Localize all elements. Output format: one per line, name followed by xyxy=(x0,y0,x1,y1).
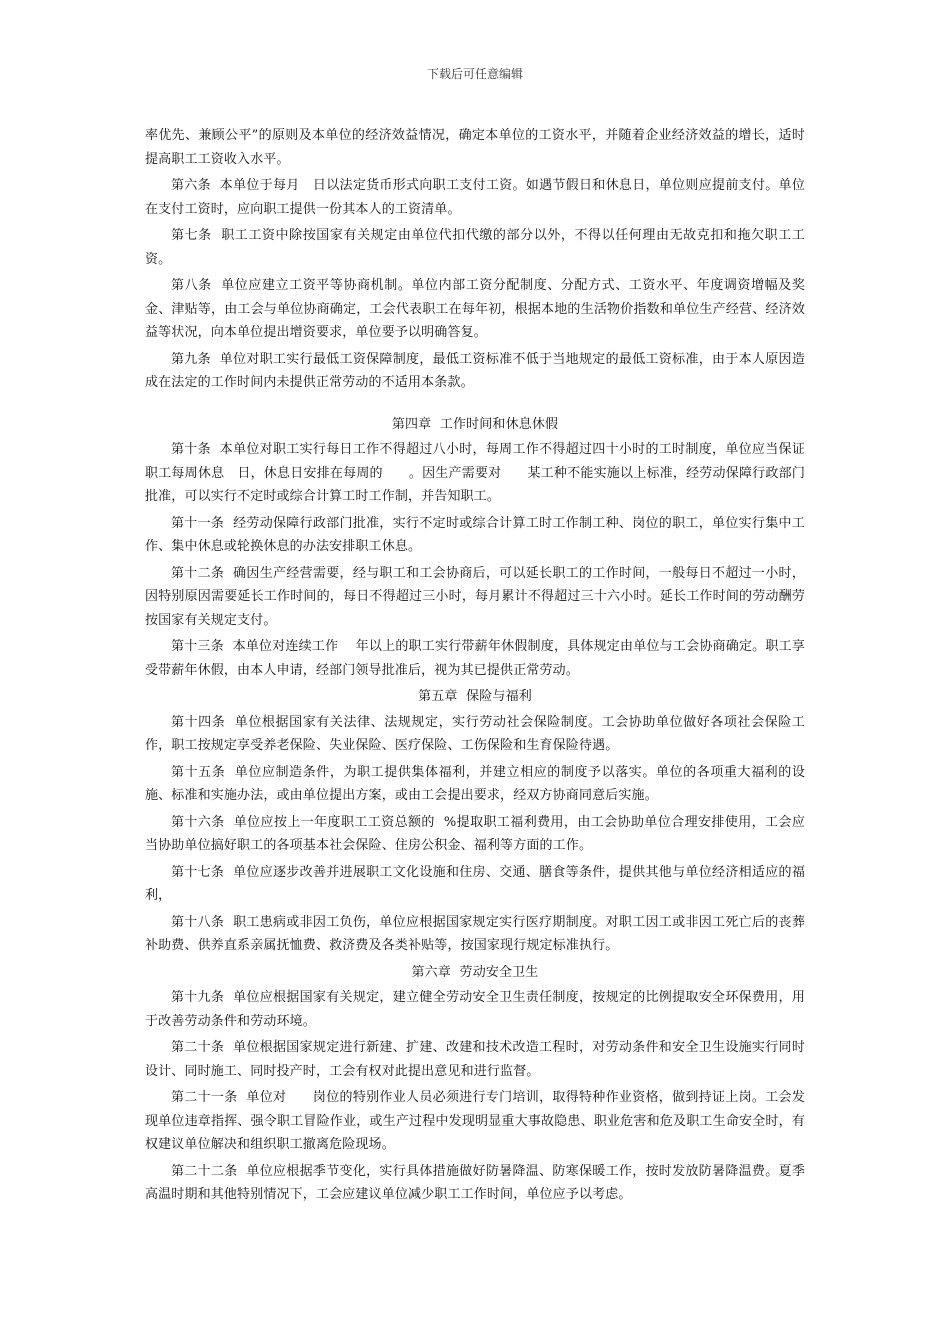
article-paragraph: 第十五条 单位应制造条件，为职工提供集体福利，并建立相应的制度予以落实。单位的各项重大福利的设施、标准和实施办法，或由单位提出方案，或由工会提出要求，经双方协商同意后实施。 xyxy=(145,764,805,803)
page-header: 下载后可任意编辑 xyxy=(426,67,523,81)
chapter-heading: 第六章 劳动安全卫生 xyxy=(411,964,539,980)
article-paragraph: 第八条 单位应建立工资平等协商机制。单位内部工资分配制度、分配方式、工资水平、年度调资增幅及奖金、津贴等，由工会与单位协商确定，工会代表职工在每年初，根据本地的生活物价指数和单位生产经营、经济效益等状况，向本单位提出增资要求，单位要予以明确答复。 xyxy=(145,278,805,340)
article-paragraph: 第十二条 确因生产经营需要，经与职工和工会协商后，可以延长职工的工作时间，一般每日不超过一小时，因特别原因需要延长工作时间的，每日不得超过三小时，每月累计不得超过三十六小时。延长工作时间的劳动酬劳按国家有关规定支付。 xyxy=(145,565,805,628)
article-paragraph: 第七条 职工工资中除按国家有关规定由单位代扣代缴的部分以外，不得以任何理由无故克扣和拖欠职工工资。 xyxy=(145,228,805,267)
chapter-heading: 第四章 工作时间和休息休假 xyxy=(391,416,559,432)
article-paragraph: 第十四条 单位根据国家有关法律、法规规定，实行劳动社会保险制度。工会协助单位做好各项社会保险工作，职工按规定享受养老保险、失业保险、医疗保险、工伤保险和生育保险待遇。 xyxy=(145,714,805,753)
article-paragraph: 第十七条 单位应逐步改善并进展职工文化设施和住房、交通、膳食等条件，提供其他与单位经济相适应的福利， xyxy=(145,864,805,903)
article-paragraph: 第十条 本单位对职工实行每日工作不得超过八小时，每周工作不得超过四十小时的工时制度，单位应当保证职工每周休息 日，休息日安排在每周的 。因生产需要对 某工种不能实施以上标准，经劳动保障行政部门批准，可以实行不定时或综合计算工时工作制，并告知职工。 xyxy=(145,442,805,504)
chapter-heading: 第五章 保险与福利 xyxy=(418,689,532,704)
article-paragraph: 第二十二条 单位应根据季节变化，实行具体措施做好防暑降温、防寒保暖工作，按时发放防暑降温费。夏季高温时期和其他特别情况下，工会应建议单位减少职工工作时间，单位应予以考虑。 xyxy=(145,1163,805,1202)
article-paragraph: 第六条 本单位于每月 日以法定货币形式向职工支付工资。如遇节假日和休息日，单位则应提前支付。单位在支付工资时，应向职工提供一份其本人的工资清单。 xyxy=(145,178,805,217)
article-paragraph: 第十六条 单位应按上一年度职工工资总额的 %提取职工福利费用，由工会协助单位合理安排使用，工会应当协助单位搞好职工的各项基本社会保险、住房公积金、福利等方面的工作。 xyxy=(145,814,805,853)
article-paragraph: 第二十条 单位根据国家规定进行新建、扩建、改建和技术改造工程时，对劳动条件和安全卫生设施实行同时设计、同时施工、同时投产时，工会有权对此提出意见和进行监督。 xyxy=(145,1040,805,1079)
article-paragraph: 第十三条 本单位对连续工作 年以上的职工实行带薪年休假制度，具体规定由单位与工会协商确定。职工享受带薪年休假，由本人申请，经部门领导批准后，视为其已提供正常劳动。 xyxy=(145,639,805,678)
article-paragraph: 第十八条 职工患病或非因工负伤，单位应根据国家规定实行医疗期制度。对职工因工或非因工死亡后的丧葬补助费、供养直系亲属抚恤费、救济费及各类补贴等，按国家现行规定标准执行。 xyxy=(145,914,805,953)
article-paragraph: 第九条 单位对职工实行最低工资保障制度，最低工资标准不低于当地规定的最低工资标准，由于本人原因造成在法定的工作时间内未提供正常劳动的不适用本条款。 xyxy=(145,351,805,390)
article-paragraph: 第十九条 单位应根据国家有关规定，建立健全劳动安全卫生责任制度，按规定的比例提取安全环保费用，用于改善劳动条件和劳动环境。 xyxy=(145,990,805,1029)
article-paragraph: 率优先、兼顾公平”的原则及本单位的经济效益情况，确定本单位的工资水平，并随着企业经济效益的增长，适时提高职工工资收入水平。 xyxy=(145,128,805,167)
document-body xyxy=(145,124,805,1210)
article-paragraph: 第十一条 经劳动保障行政部门批准，实行不定时或综合计算工时工作制工种、岗位的职工，单位实行集中工作、集中休息或轮换休息的办法安排职工休息。 xyxy=(145,515,805,554)
article-paragraph: 第二十一条 单位对 岗位的特别作业人员必须进行专门培训，取得特种作业资格，做到持证上岗。工会发现单位违章指挥、强令职工冒险作业，或生产过程中发现明显重大事故隐患、职业危害和危及职工生命安全时，有权建议单位解决和组织职工撤离危险现场。 xyxy=(145,1090,805,1152)
